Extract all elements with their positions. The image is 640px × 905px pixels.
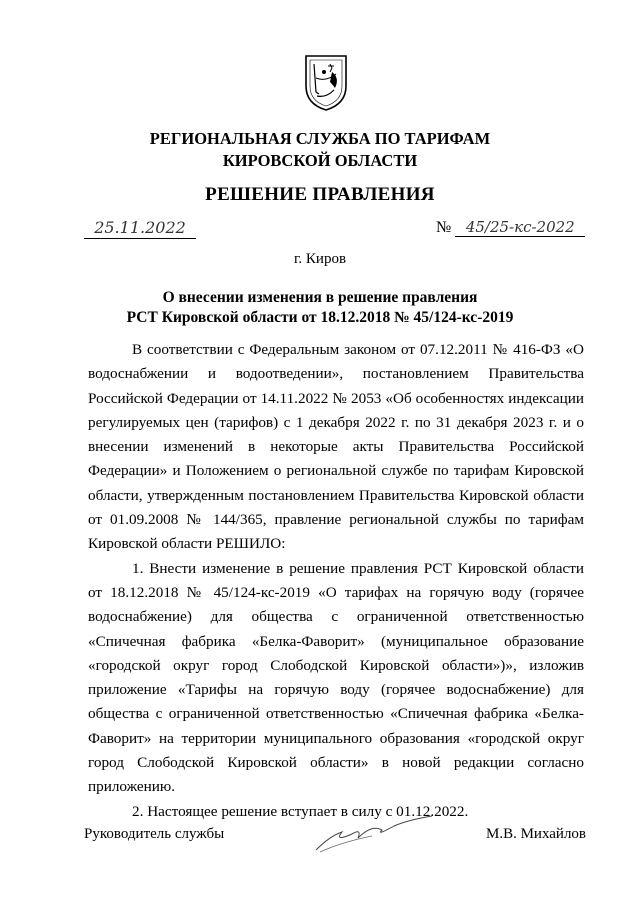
signatory-name: М.В. Михайлов	[486, 826, 587, 842]
organization-name-line-2: КИРОВСКОЙ ОБЛАСТИ	[222, 151, 418, 170]
document-subject-line-1: О внесении изменения в решение правления	[162, 289, 478, 306]
organization-name	[0, 128, 640, 172]
document-number: 45/25-кс-2022	[455, 218, 585, 237]
document-number-field	[436, 218, 592, 237]
decision-item-2: 2. Настоящее решение вступает в силу с 01.12.2022.	[132, 802, 469, 820]
decision-item-1: 1. Внести изменение в решение правления РСТ Кировской области от 18.12.2018 № 45/124-кс-2019 «О тарифах на горячую воду (горячее водоснабжение) для общества с ограниченной ответственностью «Спичечная фабрика «Белка-Фаворит» (муниципальное образование «городской округ город Слободской Кировской области»)», изложив приложение «Тарифы на горячую воду (горячее водоснабжение) для общества с ограниченной ответственностью «Спичечная фабрика «Белка-Фаворит» на территории муниципального образования «городской округ город Слободской Кировской области» в новой редакции согласно приложению.	[88, 559, 584, 796]
signatory-position: Руководитель службы	[84, 826, 225, 842]
handwritten-signature	[312, 806, 442, 856]
document-city: г. Киров	[293, 251, 347, 267]
document-subject	[0, 288, 640, 328]
document-body	[88, 338, 584, 824]
document-date: 25.11.2022	[94, 218, 186, 237]
document-number-prefix: №	[436, 219, 452, 236]
document-type-title: РЕШЕНИЕ ПРАВЛЕНИЯ	[205, 184, 435, 205]
kirov-region-coat-of-arms-icon	[302, 52, 350, 112]
document-date-field	[84, 218, 196, 239]
preamble-paragraph: В соответствии с Федеральным законом от 07.12.2011 № 416-ФЗ «О водоснабжении и водоотведении», постановлением Правительства Российской Федерации от 14.11.2022 № 2053 «Об особенностях индексации регулируемых цен (тарифов) с 1 декабря 2022 г. по 31 декабря 2023 г. и о внесении изменений в некоторые акты Правительства Российской Федерации» и Положением о региональной службе по тарифам Кировской области, утвержденным постановлением Правительства Кировской области от 01.09.2008 № 144/365, правление региональной службы по тарифам Кировской области РЕШИЛО:	[88, 341, 584, 553]
organization-name-line-1: РЕГИОНАЛЬНАЯ СЛУЖБА ПО ТАРИФАМ	[149, 129, 491, 148]
document-subject-line-2: РСТ Кировской области от 18.12.2018 № 45/124-кс-2019	[126, 309, 514, 326]
